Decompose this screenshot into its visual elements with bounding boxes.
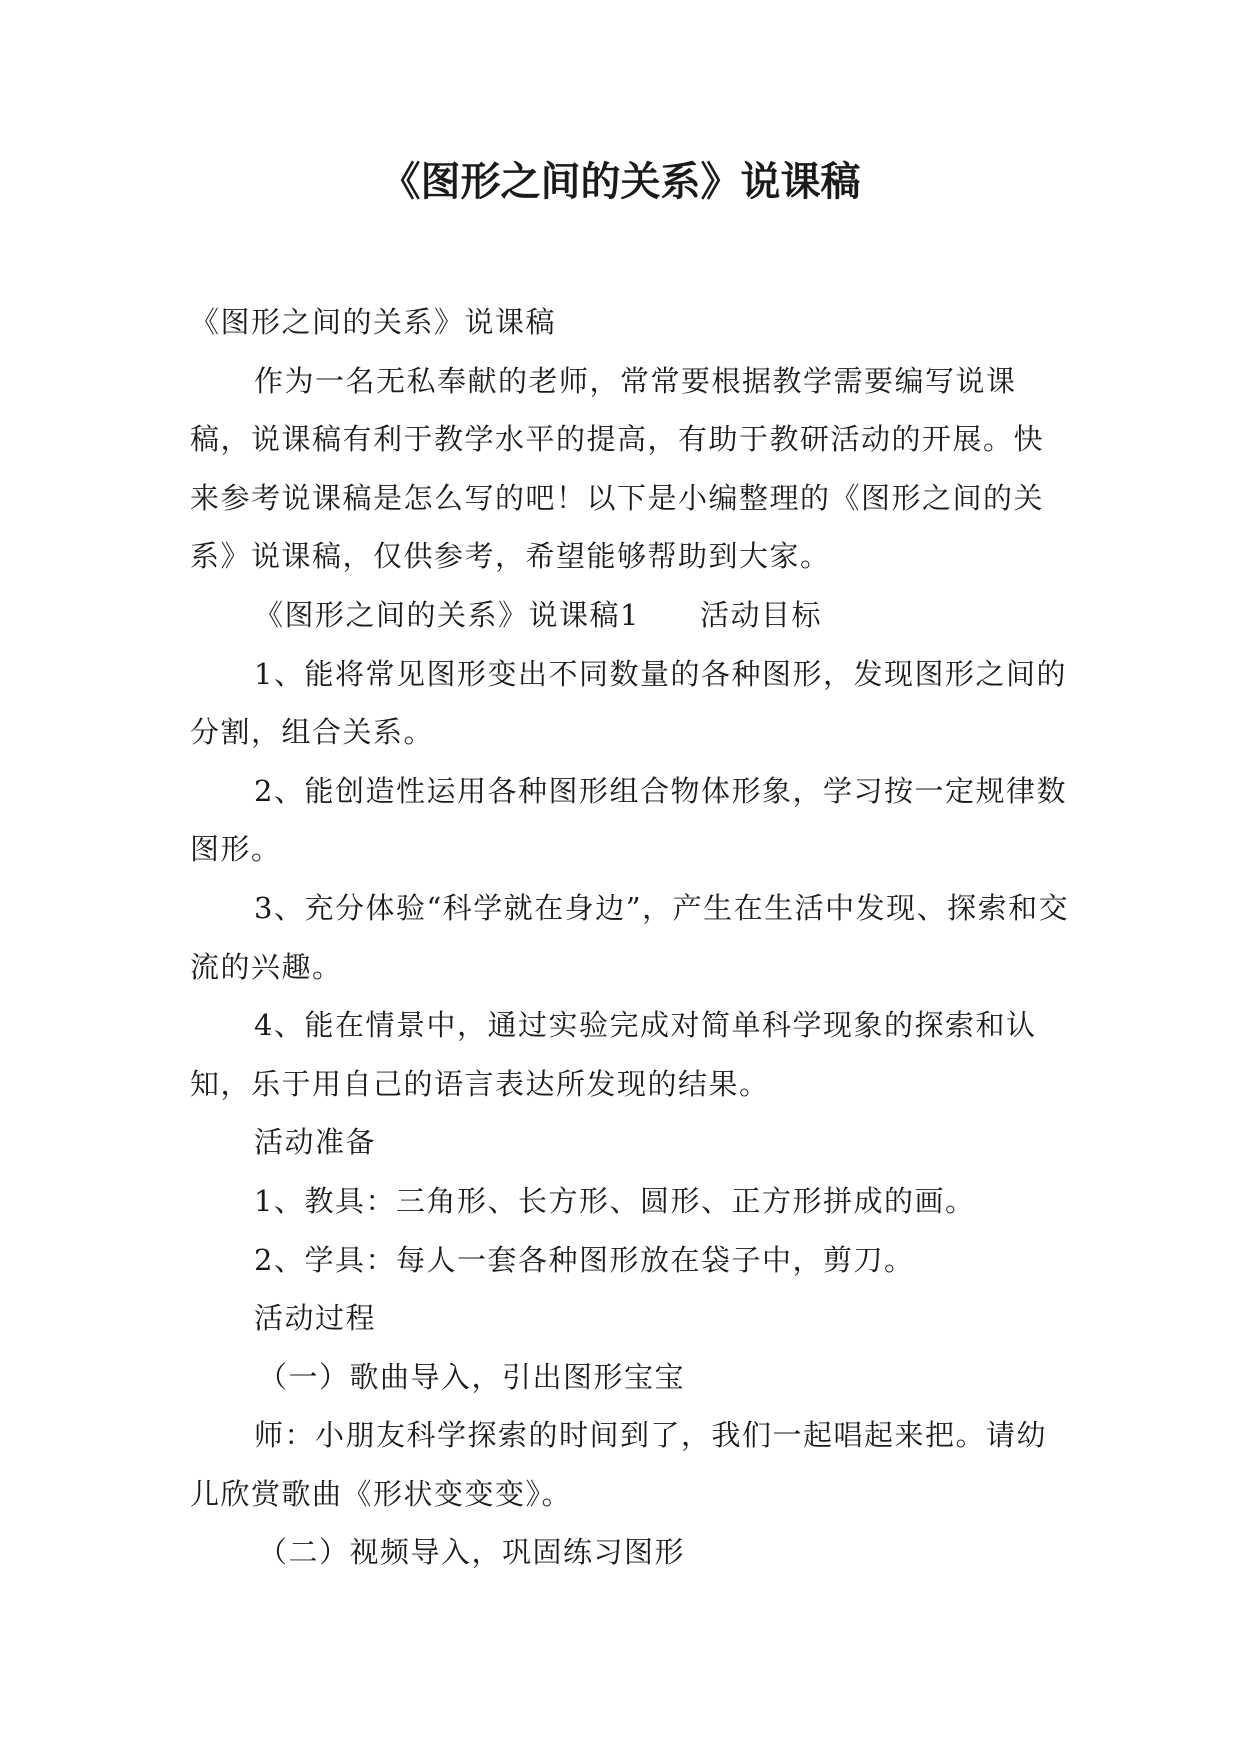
paragraph-goal-4: 4、能在情景中，通过实验完成对简单科学现象的探索和认知，乐于用自己的语言表达所发现的结果。: [190, 1008, 1037, 1101]
paragraph-goal-1: 1、能将常见图形变出不同数量的各种图形，发现图形之间的分割，组合关系。: [190, 656, 1067, 750]
section-title: 《图形之间的关系》说课稿1: [254, 597, 640, 632]
paragraph-prep-heading: 活动准备: [254, 1125, 377, 1160]
paragraph-prep-1: 1、教具：三角形、长方形、圆形、正方形拼成的画。: [254, 1183, 976, 1218]
paragraph-goal-2: 2、能创造性运用各种图形组合物体形象，学习按一定规律数图形。: [190, 773, 1067, 867]
document-body: [190, 293, 1070, 1582]
section-subheading-goals: 活动目标: [699, 597, 822, 632]
paragraph-intro: 作为一名无私奉献的老师，常常要根据教学需要编写说课稿，说课稿有利于教学水平的提高，有助于教研活动的开展。快来参考说课稿是怎么写的吧！以下是小编整理的《图形之间的关系》说课稿，仅供参考，希望能够帮助到大家。: [190, 363, 1045, 574]
paragraph-step-1-text: 师：小朋友科学探索的时间到了，我们一起唱起来把。请幼儿欣赏歌曲《形状变变变》。: [190, 1418, 1048, 1511]
paragraph-process-heading: 活动过程: [254, 1301, 377, 1336]
paragraph-prep-2: 2、学具：每人一套各种图形放在袋子中，剪刀。: [254, 1242, 915, 1277]
document-title: 《图形之间的关系》说课稿: [380, 159, 861, 205]
paragraph-heading-repeat: 《图形之间的关系》说课稿: [190, 305, 557, 339]
paragraph-step-2-heading: （二）视频导入，巩固练习图形: [258, 1535, 686, 1570]
paragraph-goal-3: 3、充分体验“科学就在身边”，产生在生活中发现、探索和交流的兴趣。: [190, 890, 1070, 984]
paragraph-step-1-heading: （一）歌曲导入，引出图形宝宝: [258, 1359, 686, 1394]
paragraph-section-heading: [190, 586, 1070, 645]
